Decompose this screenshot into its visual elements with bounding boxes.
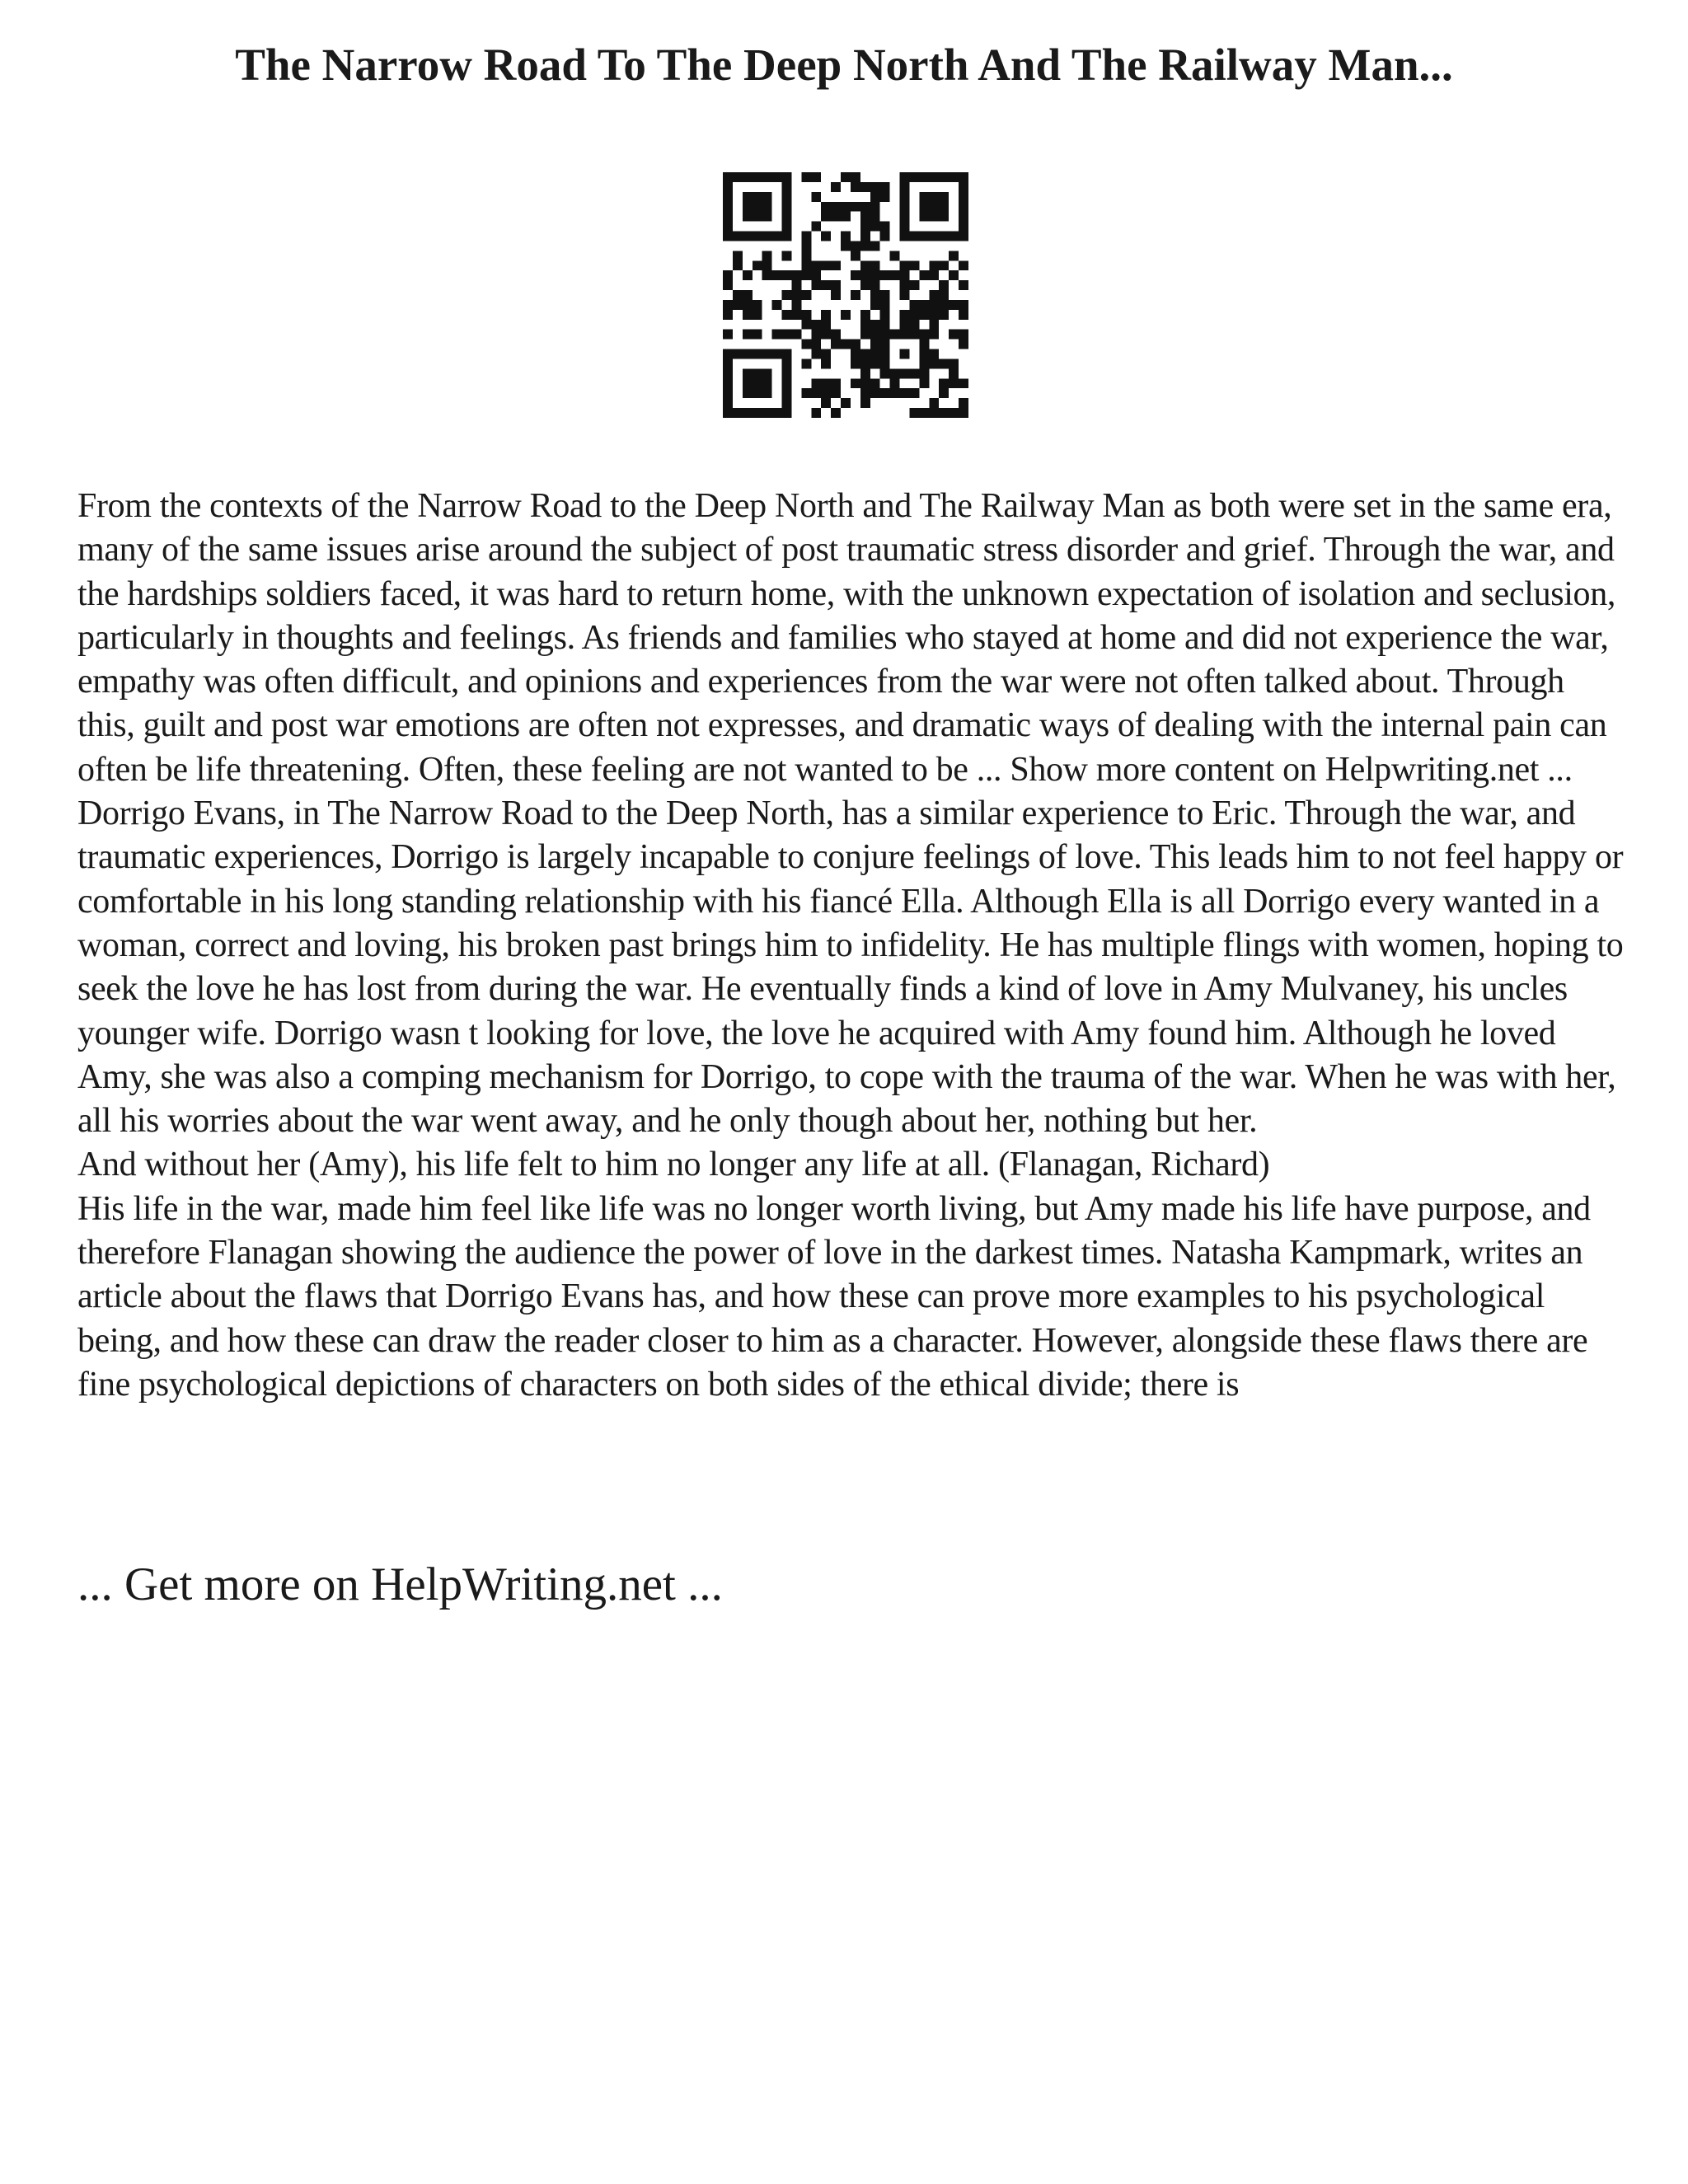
document-body: [77, 485, 1627, 1407]
get-more-link[interactable]: ... Get more on HelpWriting.net ...: [77, 1558, 723, 1610]
paragraph-analysis: His life in the war, made him feel like life was no longer worth living, but Amy made his life have purpose, and therefore Flanagan showing the audience the power of love in the darkest times. Natasha Kampmark, writes an article about the flaws that Dorrigo Evans has, and how these can prove more examples to his psychological being, and how these can draw the reader closer to him as a character. However, alongside these flaws there are fine psychological depictions of characters on both sides of the ethical divide; there is: [77, 1189, 1591, 1404]
paragraph-dorrigo: Dorrigo Evans, in The Narrow Road to the Deep North, has a similar experience to Eric. Through the war, and traumatic experiences, Dorrigo is largely incapable to conjure feelings of love. This leads him to not feel happy or comfortable in his long standing relationship with his fiancé Ella. Although Ella is all Dorrigo every wanted in a woman, correct and loving, his broken past brings him to infidelity. He has multiple flings with women, hoping to seek the love he has lost from during the war. He eventually finds a kind of love in Amy Mulvaney, his uncles younger wife. Dorrigo wasn t looking for love, the love he acquired with Amy found him. Although he loved Amy, she was also a comping mechanism for Dorrigo, to cope with the trauma of the war. When he was with her, all his worries about the war went away, and he only though about her, nothing but her.: [77, 794, 1624, 1141]
qr-code-icon: [723, 172, 968, 418]
document-title: The Narrow Road To The Deep North And The Railway Man...: [235, 40, 1453, 90]
paragraph-intro: From the contexts of the Narrow Road to the Deep North and The Railway Man as both were set in the same era, many of the same issues arise around the subject of post traumatic stress disorder and grief. Through the war, and the hardships soldiers faced, it was hard to return home, with the unknown expectation of isolation and seclusion, particularly in thoughts and feelings. As friends and families who stayed at home and did not experience the war, empathy was often difficult, and opinions and experiences from the war were not often talked about. Through this, guilt and post war emotions are often not expresses, and dramatic ways of dealing with the internal pain can often be life threatening. Often, these feeling are not wanted to be ... Show more content on Helpwriting.net ...: [77, 487, 1615, 789]
paragraph-quote: And without her (Amy), his life felt to him no longer any life at all. (Flanagan, Richard): [77, 1146, 1270, 1184]
